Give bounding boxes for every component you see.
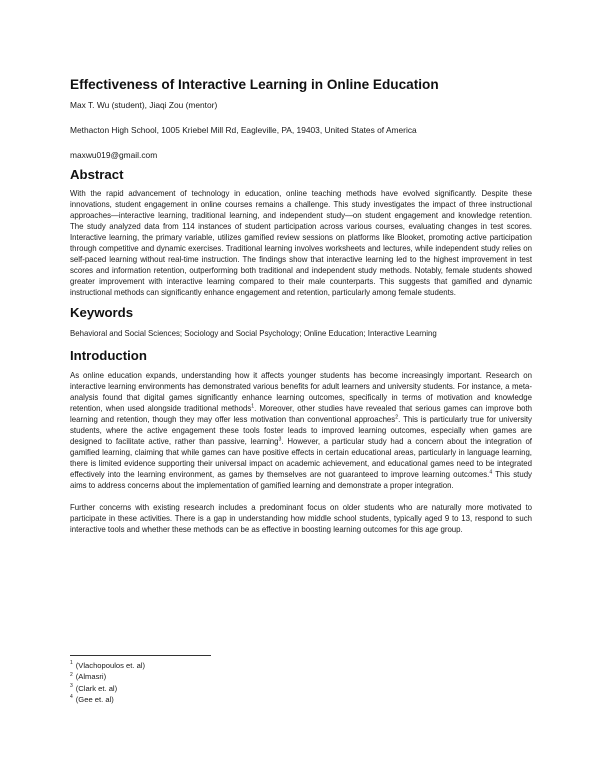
paper-page — [70, 76, 532, 535]
footnote-ref-2: 2 — [395, 414, 399, 421]
footnote-text: (Clark et. al) — [75, 683, 118, 693]
footnote-item — [70, 694, 370, 705]
footnote-item — [70, 671, 370, 682]
intro-p1-segment: This study aims to address concerns about the implementation of gamified learning and demonstrate a proper integration. — [70, 469, 532, 490]
footnote-item — [70, 660, 370, 671]
footnote-divider — [70, 655, 211, 656]
footnote-ref-4: 4 — [489, 469, 493, 476]
footnote-item — [70, 683, 370, 694]
intro-p1-segment: . This is particularly true for university students, where the active engagement these tools foster leads to improved learning outcomes, especially when games are designed to facilitate active, rather than passive, learning — [70, 414, 532, 446]
footnote-mark: 3 — [70, 683, 73, 690]
introduction-heading: Introduction — [70, 347, 147, 363]
footnote-ref-1: 1 — [251, 403, 255, 410]
introduction-paragraph-1 — [70, 370, 532, 492]
affiliation: Methacton High School, 1005 Kriebel Mill Rd, Eagleville, PA, 19403, United States of America — [70, 125, 417, 135]
author-email: maxwu019@gmail.com — [70, 150, 158, 160]
footnote-mark: 4 — [70, 694, 73, 701]
footnote-mark: 2 — [70, 671, 73, 678]
intro-p1-segment: As online education expands, understanding how it affects younger students has become increasingly important. Research on interactive learning environments has demonstrated various benefits for adult learners and university students. For instance, a meta-analysis found that digital games significantly enhance learning outcomes, specifically in terms of motivation and knowledge retention, when used alongside traditional methods — [70, 370, 532, 413]
footnotes — [70, 660, 370, 705]
introduction-paragraph-2: Further concerns with existing research includes a predominant focus on older students who are naturally more motivated to participate in these activities. There is a gap in understanding how middle school students, typically aged 9 to 13, respond to such interactive tools and whether these methods can be as effective in boosting learning outcomes for this age group. — [70, 503, 532, 535]
keywords-text: Behavioral and Social Sciences; Sociology and Social Psychology; Online Education; Interactive Learning — [70, 329, 437, 339]
paper-title: Effectiveness of Interactive Learning in Online Education — [70, 77, 439, 92]
footnote-text: (Gee et. al) — [75, 694, 114, 704]
footnote-text: (Almasri) — [75, 672, 107, 682]
abstract-text: With the rapid advancement of technology in education, online teaching methods have evolved significantly. Despite these innovations, student engagement in online courses remains a challenge. This study investigates the impact of three instructional approaches—interactive learning, traditional learning, and independent study—on student engagement and knowledge retention. The study analyzed data from 114 instances of student participation across various courses, evaluating changes in test scores. Interactive learning, the primary variable, utilizes gamified review sessions on platforms like Blooket, promoting active participation through competitive and dynamic exercises. Traditional learning involves worksheets and lectures, while independent study relies on self-paced learning without real-time instruction. The findings show that interactive learning led to the highest improvement in test scores and information retention, outperforming both traditional and independent study methods. Notably, female students showed greater improvement with interactive learning compared to their male counterparts. This suggests that gamified and dynamic instructional methods can significantly enhance engagement and retention, particularly among female students. — [70, 189, 532, 298]
footnote-mark: 1 — [70, 660, 73, 667]
intro-p1-segment: . However, a particular study had a concern about the integration of gamified learning, claiming that while games can have positive effects in certain educational areas, particularly in language learning, there is limited evidence supporting their universal impact on academic achievement, and educational games need to be integrated effectively into the learning environment, as games by themselves are not guaranteed to improve learning outcomes. — [70, 436, 532, 479]
abstract-heading: Abstract — [70, 167, 124, 182]
author-line: Max T. Wu (student), Jiaqi Zou (mentor) — [70, 100, 218, 110]
keywords-heading: Keywords — [70, 305, 134, 321]
footnote-text: (Vlachopoulos et. al) — [75, 661, 146, 670]
footnote-ref-3: 3 — [278, 436, 282, 443]
intro-p1-segment: . Moreover, other studies have revealed that serious games can improve both learning and retention, though they may offer less motivation than conventional approaches — [70, 403, 532, 424]
